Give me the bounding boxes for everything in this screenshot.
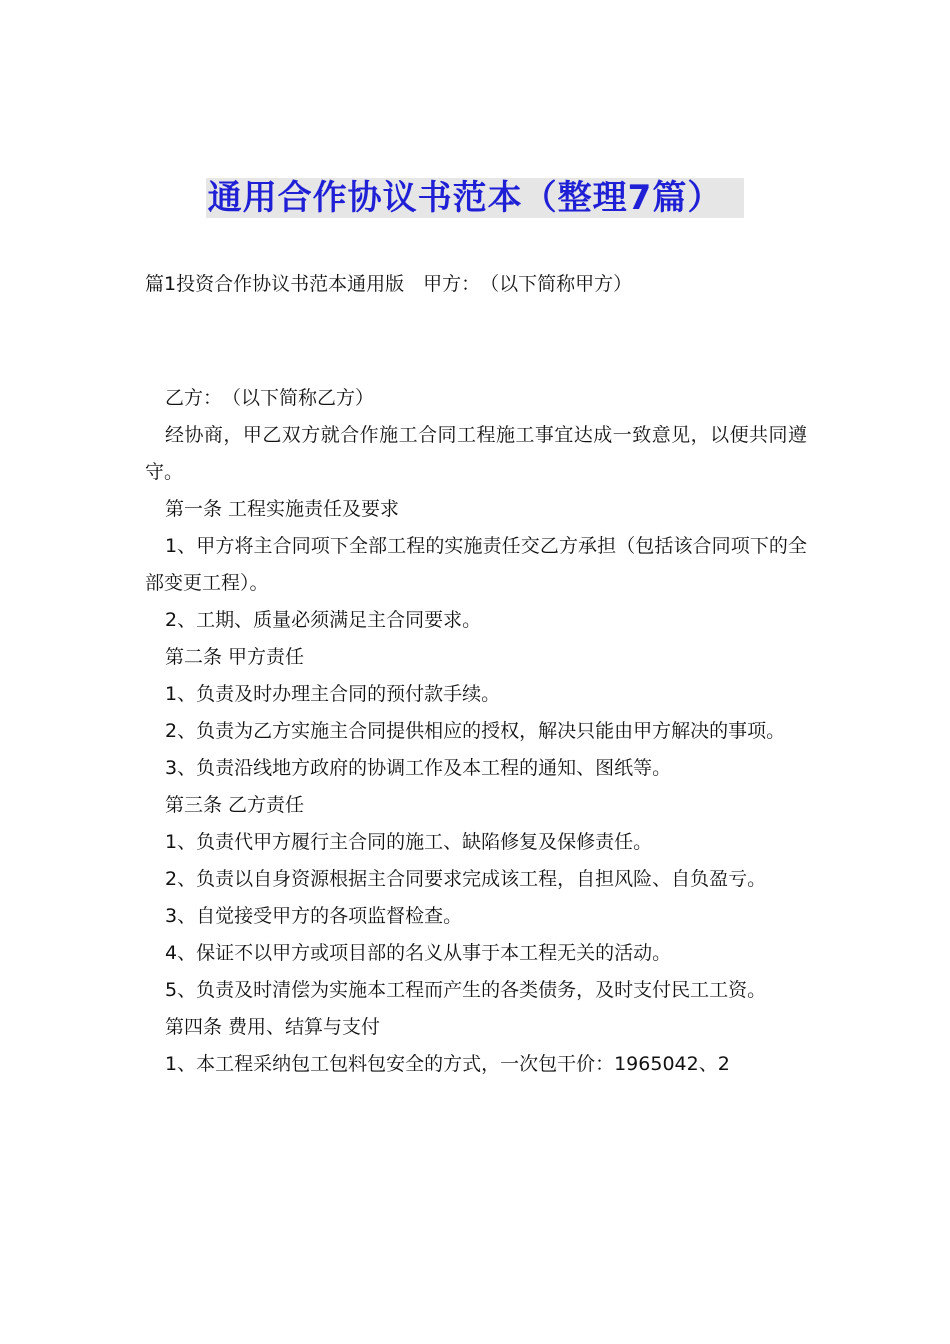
paragraph: 2、负责以自身资源根据主合同要求完成该工程，自担风险、自负盈亏。	[165, 868, 767, 890]
paragraph: 乙方： （以下简称乙方）	[165, 387, 375, 409]
paragraph: 经协商，甲乙双方就合作施工合同工程施工事宜达成一致意见，以便共同遵守。	[145, 424, 807, 483]
paragraph: 1、甲方将主合同项下全部工程的实施责任交乙方承担（包括该合同项下的全部变更工程）。	[145, 535, 807, 594]
section-heading: 第二条 甲方责任	[165, 646, 305, 668]
section-heading: 第一条 工程实施责任及要求	[165, 498, 400, 520]
paragraph: 1、负责代甲方履行主合同的施工、缺陷修复及保修责任。	[165, 831, 653, 853]
document-subtitle: 篇1投资合作协议书范本通用版 甲方： （以下简称甲方）	[145, 273, 633, 295]
paragraph: 3、自觉接受甲方的各项监督检查。	[165, 905, 463, 927]
paragraph: 1、本工程采纳包工包料包安全的方式，一次包干价：1965042、2	[165, 1053, 730, 1075]
paragraph: 2、工期、质量必须满足主合同要求。	[165, 609, 482, 631]
paragraph: 1、负责及时办理主合同的预付款手续。	[165, 683, 501, 705]
paragraph: 3、负责沿线地方政府的协调工作及本工程的通知、图纸等。	[165, 757, 672, 779]
paragraph: 2、负责为乙方实施主合同提供相应的授权，解决只能由甲方解决的事项。	[165, 720, 786, 742]
paragraph: 4、保证不以甲方或项目部的名义从事于本工程无关的活动。	[165, 942, 672, 964]
document-body	[145, 380, 807, 1083]
document-title: 通用合作协议书范本（整理7篇）	[206, 178, 745, 218]
section-heading: 第四条 费用、结算与支付	[165, 1016, 381, 1038]
paragraph: 5、负责及时清偿为实施本工程而产生的各类债务，及时支付民工工资。	[165, 979, 767, 1001]
section-heading: 第三条 乙方责任	[165, 794, 305, 816]
title-container	[0, 178, 950, 218]
